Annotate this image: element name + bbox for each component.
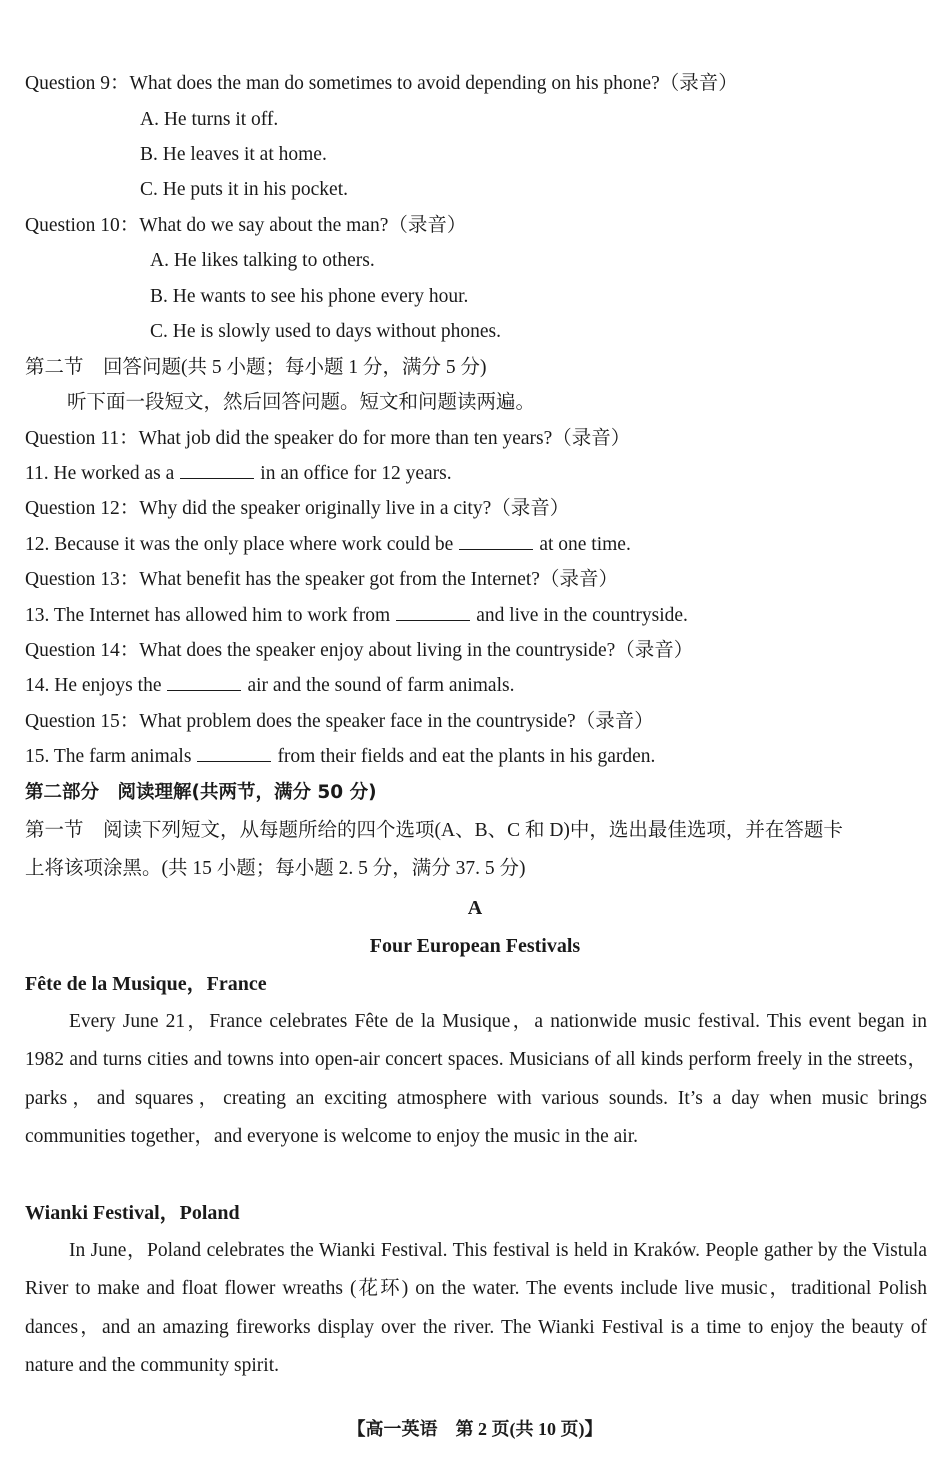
- q11-post: in an office for 12 years.: [260, 463, 452, 484]
- q11-stem: Question 11：What job did the speaker do for more than ten years?（录音）: [25, 428, 631, 449]
- q14-stem: Question 14：What does the speaker enjoy about living in the countryside?（录音）: [25, 640, 694, 661]
- festival2-text: In June，Poland celebrates the Wianki Festival. This festival is held in Kraków. People gather by the Vistula River to make and float flower wreaths (花环) on the water. The events include live music，traditional Polish dances，and an amazing fireworks display over the river. The Wianki Festival is a time to enjoy the beauty of nature and the community spirit.: [25, 1240, 927, 1376]
- q13-pre: 13. The Internet has allowed him to work from: [25, 605, 391, 626]
- part2-section1-line2: 上将该项涂黑。(共 15 小题；每小题 2. 5 分，满分 37. 5 分): [25, 858, 526, 879]
- part2-section1-line1: 第一节 阅读下列短文，从每题所给的四个选项(A、B、C 和 D)中，选出最佳选项，并在答题卡: [25, 820, 843, 841]
- q14-post: air and the sound of farm animals.: [247, 675, 515, 696]
- q9-option-a: A. He turns it off.: [140, 109, 279, 130]
- q11-pre: 11. He worked as a: [25, 463, 175, 484]
- section2-title: 第二节 回答问题(共 5 小题；每小题 1 分，满分 5 分): [25, 357, 487, 378]
- q13-answer-line: [25, 603, 930, 629]
- festival1-heading: Fête de la Musique，France: [25, 973, 267, 995]
- section2-instruction: 听下面一段短文，然后回答问题。短文和问题读两遍。: [67, 392, 536, 413]
- q10-option-c: C. He is slowly used to days without phones.: [150, 321, 501, 342]
- q15-stem: Question 15：What problem does the speaker face in the countryside?（录音）: [25, 711, 654, 732]
- q14-blank[interactable]: [167, 673, 241, 691]
- part2-title: 第二部分 阅读理解(共两节，满分 50 分): [25, 782, 377, 803]
- q13-post: and live in the countryside.: [476, 605, 688, 626]
- q15-post: from their fields and eat the plants in his garden.: [277, 746, 656, 767]
- q12-blank[interactable]: [459, 532, 533, 550]
- q15-pre: 15. The farm animals: [25, 746, 192, 767]
- festival1-paragraph: [25, 1003, 927, 1156]
- q10-option-a: A. He likes talking to others.: [150, 250, 375, 271]
- q12-pre: 12. Because it was the only place where work could be: [25, 534, 454, 555]
- q9-option-b: B. He leaves it at home.: [140, 144, 327, 165]
- passage-letter: A: [467, 897, 483, 919]
- q10-stem: Question 10：What do we say about the man?（录音）: [25, 215, 467, 236]
- q9-stem: Question 9：What does the man do sometimes to avoid depending on his phone?（录音）: [25, 73, 738, 94]
- q12-stem: Question 12：Why did the speaker originally live in a city?（录音）: [25, 498, 570, 519]
- q15-blank[interactable]: [197, 744, 271, 762]
- festival2-heading: Wianki Festival，Poland: [25, 1202, 240, 1224]
- q14-pre: 14. He enjoys the: [25, 675, 162, 696]
- festival2-paragraph: [25, 1232, 927, 1385]
- q14-answer-line: [25, 673, 930, 699]
- q9-option-c: C. He puts it in his pocket.: [140, 179, 348, 200]
- page-footer: 【高一英语 第 2 页(共 10 页)】: [347, 1419, 603, 1439]
- q11-answer-line: [25, 461, 930, 487]
- q12-answer-line: [25, 532, 930, 558]
- q11-blank[interactable]: [180, 461, 254, 479]
- passage-title: Four European Festivals: [369, 935, 581, 957]
- q13-blank[interactable]: [396, 603, 470, 621]
- festival1-text: Every June 21，France celebrates Fête de la Musique，a nationwide music festival. This event began in 1982 and turns cities and towns into open-air concert spaces. Musicians of all kinds perform freely in the streets，parks，and squares，creating an exciting atmosphere with various sounds. It’s a day when music brings communities together，and everyone is welcome to enjoy the music in the air.: [25, 1011, 927, 1147]
- q15-answer-line: [25, 744, 930, 770]
- q13-stem: Question 13：What benefit has the speaker got from the Internet?（录音）: [25, 569, 618, 590]
- q10-option-b: B. He wants to see his phone every hour.: [150, 286, 469, 307]
- q12-post: at one time.: [539, 534, 631, 555]
